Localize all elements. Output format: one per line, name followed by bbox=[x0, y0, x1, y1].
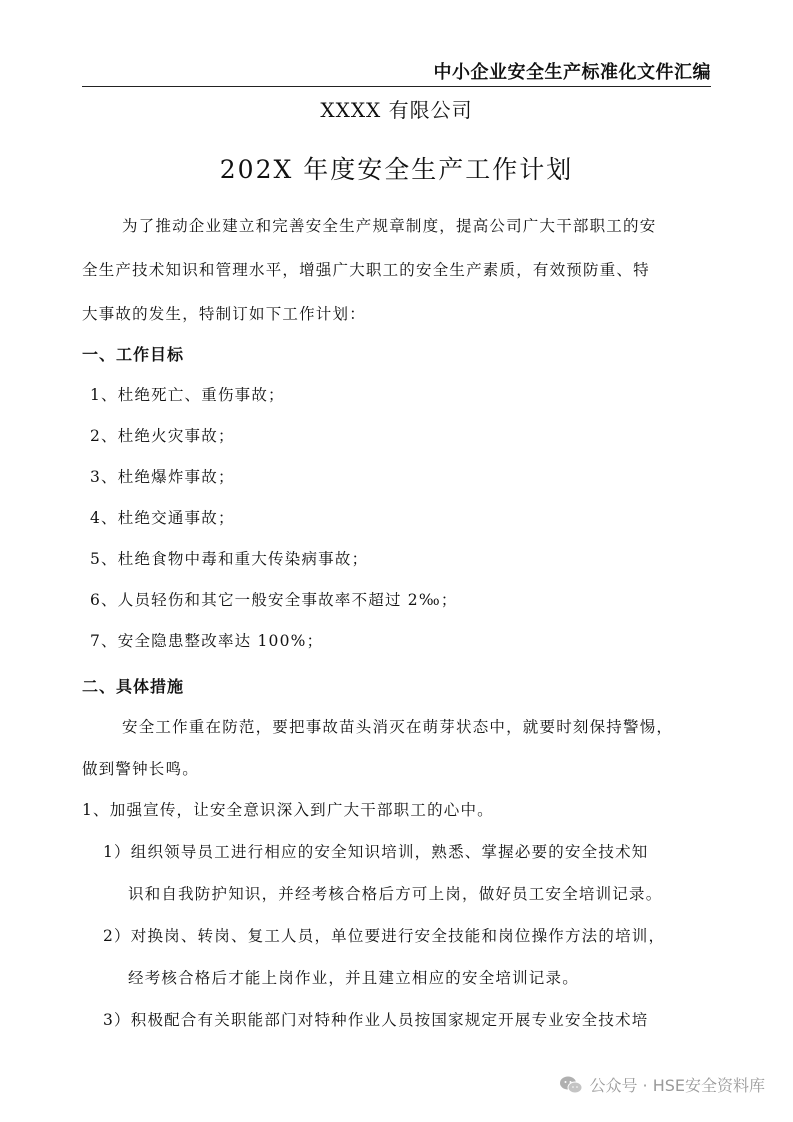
goal-item: 5、杜绝食物中毒和重大传染病事故； bbox=[90, 550, 369, 568]
goal-item: 1、杜绝死亡、重伤事故； bbox=[90, 386, 285, 404]
measure-subitem-line: 识和自我防护知识，并经考核合格后方可上岗，做好员工安全培训记录。 bbox=[128, 885, 663, 903]
intro-line: 为了推动企业建立和完善安全生产规章制度，提高公司广大干部职工的安 bbox=[122, 217, 657, 235]
intro-line: 大事故的发生，特制订如下工作计划： bbox=[82, 305, 366, 323]
header-divider bbox=[82, 86, 711, 87]
intro-line: 全生产技术知识和管理水平，增强广大职工的安全生产素质，有效预防重、特 bbox=[82, 261, 650, 279]
collection-title: 中小企业安全生产标准化文件汇编 bbox=[433, 62, 711, 83]
measure-subitem-line: 经考核合格后才能上岗作业，并且建立相应的安全培训记录。 bbox=[128, 969, 579, 987]
company-name: XXXX 有限公司 bbox=[320, 98, 473, 122]
watermark-text: 公众号 · HSE安全资料库 bbox=[589, 1076, 765, 1095]
goal-item: 6、人员轻伤和其它一般安全事故率不超过 2‰； bbox=[90, 591, 458, 609]
goal-item: 4、杜绝交通事故； bbox=[90, 509, 235, 527]
goal-item: 3、杜绝爆炸事故； bbox=[90, 468, 235, 486]
watermark bbox=[559, 1073, 765, 1096]
measure-point: 1、加强宣传，让安全意识深入到广大干部职工的心中。 bbox=[82, 801, 494, 819]
goal-item: 2、杜绝火灾事故； bbox=[90, 427, 235, 445]
document-title: 202X 年度安全生产工作计划 bbox=[219, 155, 574, 184]
measure-intro-line: 安全工作重在防范，要把事故苗头消灭在萌芽状态中，就要时刻保持警惕， bbox=[122, 718, 674, 736]
section-heading: 二、具体措施 bbox=[82, 677, 185, 696]
measure-intro-line: 做到警钟长鸣。 bbox=[82, 760, 199, 778]
measure-subitem-line: 3）积极配合有关职能部门对特种作业人员按国家规定开展专业安全技术培 bbox=[103, 1011, 649, 1029]
wechat-icon bbox=[559, 1075, 583, 1095]
measure-subitem-line: 2）对换岗、转岗、复工人员，单位要进行安全技能和岗位操作方法的培训， bbox=[103, 927, 666, 945]
goal-item: 7、安全隐患整改率达 100%； bbox=[90, 632, 324, 650]
section-heading: 一、工作目标 bbox=[82, 345, 185, 364]
measure-subitem-line: 1）组织领导员工进行相应的安全知识培训，熟悉、掌握必要的安全技术知 bbox=[103, 843, 649, 861]
